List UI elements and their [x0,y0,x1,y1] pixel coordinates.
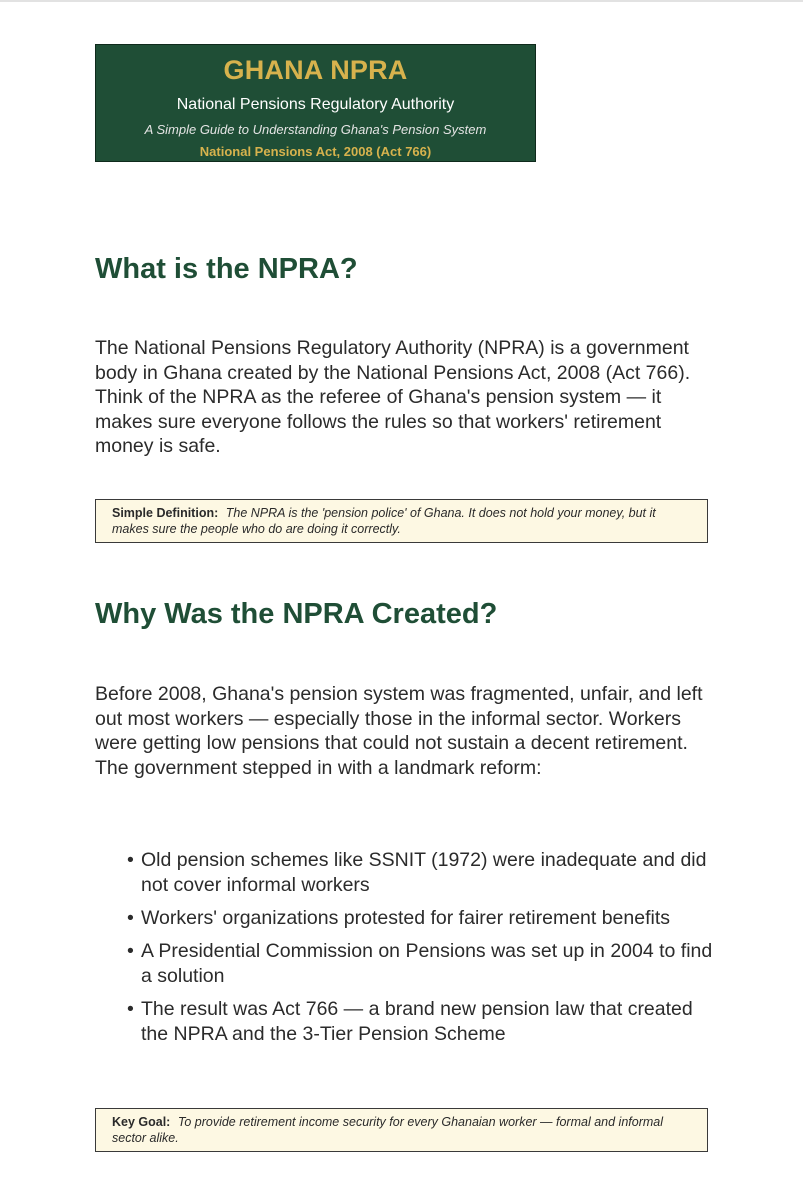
banner-subtitle: National Pensions Regulatory Authority [176,96,455,113]
callout-text: The NPRA is the 'pension police' of Ghana. It does not hold your money, but it makes sure the people who do are doing it correctly. [112,506,656,536]
bullet-icon: • [127,907,134,929]
reasons-list [117,848,717,1055]
callout-label: Key Goal: [112,1115,171,1129]
banner-tagline: A Simple Guide to Understanding Ghana's Pension System [144,122,487,137]
list-item-text: A Presidential Commission on Pensions was set up in 2004 to find a solution [141,940,713,987]
banner-act: National Pensions Act, 2008 (Act 766) [199,144,432,159]
bullet-icon: • [127,998,134,1020]
list-item-text: Workers' organizations protested for fairer retirement benefits [141,907,671,929]
list-item [117,939,717,989]
callout-text: To provide retirement income security for every Ghanaian worker — formal and informal sector alike. [112,1115,663,1145]
section-paragraph-why-created: Before 2008, Ghana's pension system was fragmented, unfair, and left out most workers — especially those in the informal sector. Workers were getting low pensions that could not sustain a decent retirement. The government stepped in with a landmark reform: [95,683,703,779]
section-paragraph-what-is-npra: The National Pensions Regulatory Authority (NPRA) is a government body in Ghana created by the National Pensions Act, 2008 (Act 766). Think of the NPRA as the referee of Ghana's pension system — it makes sure everyone follows the rules so that workers' retirement money is safe. [95,337,691,457]
callout-label: Simple Definition: [112,506,219,520]
list-item [117,848,717,898]
list-item-text: Old pension schemes like SSNIT (1972) were inadequate and did not cover informal workers [141,849,707,896]
section-heading-why-created: Why Was the NPRA Created? [95,598,498,630]
title-banner [95,44,536,162]
list-item [117,997,717,1047]
list-item [117,906,717,931]
bullet-icon: • [127,849,134,871]
banner-title: GHANA NPRA [223,55,408,85]
definition-callout [95,499,708,543]
list-item-text: The result was Act 766 — a brand new pension law that created the NPRA and the 3-Tier Pension Scheme [141,998,693,1045]
key-goal-callout [95,1108,708,1152]
section-heading-what-is-npra: What is the NPRA? [95,253,358,285]
top-divider [0,0,803,2]
bullet-icon: • [127,940,134,962]
